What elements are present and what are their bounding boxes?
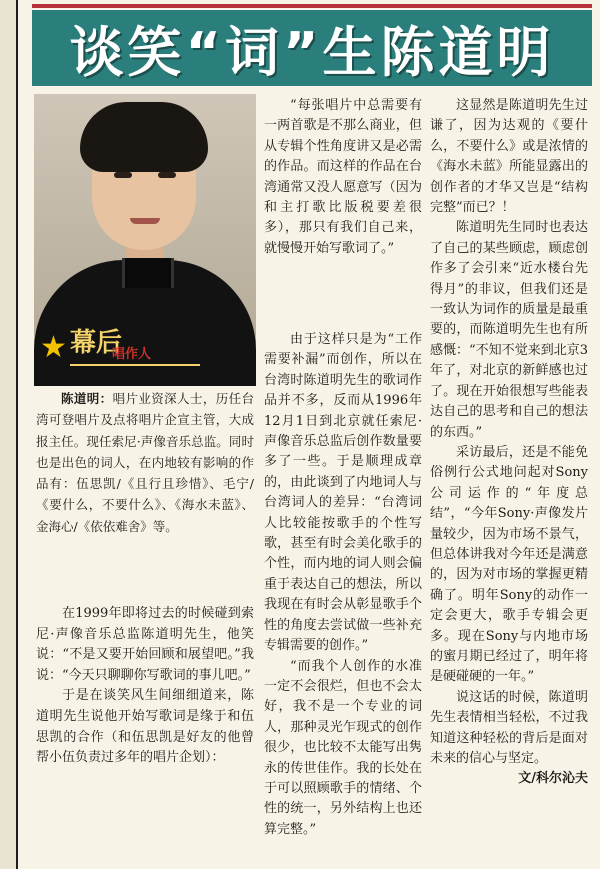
photo-hair <box>80 102 208 172</box>
paragraph: 于是在谈笑风生间细细道来，陈道明先生说他开始写歌词是缘于和伍思凯的合作（和伍思凯是好友的他曾帮小伍负责过多年的唱片企划）： <box>36 688 254 766</box>
column-1-body <box>36 604 254 769</box>
column-2-body <box>264 330 422 840</box>
paragraph: 说这话的时候，陈道明先生表情相当轻松，不过我知道这种轻松的背后是面对未来的信心与坚定。 <box>430 689 588 766</box>
bio-text: 唱片业资深人士，历任台湾可登唱片及点将唱片企宣主管，大成报主任。现任索尼·声像音乐总监。同时也是出色的词人，在内地较有影响的作品有：伍思凯/《且行且珍惜》、毛宁/《要什么，不要什么》、《海水未蓝》、金海心/《依依难舍》等。 <box>36 391 254 534</box>
author: 文/科尔沁夫 <box>518 771 588 787</box>
headline: 谈笑“词”生陈道明 <box>69 20 555 84</box>
photo-eye <box>158 172 176 178</box>
headline-banner <box>32 10 592 86</box>
bio-name: 陈道明： <box>61 391 113 406</box>
paragraph: 这显然是陈道明先生过谦了，因为达观的《要什么，不要什么》或是浓情的《海水未蓝》所能显露出的创作者的才华又岂是“结构完整”而已？！ <box>430 98 588 216</box>
photo-eye <box>114 172 132 178</box>
paragraph: “而我个人创作的水准一定不会很烂，但也不会太好，我不是一个专业的词人，那种灵光乍现式的创作很少，也比较不太能写出隽永的传世佳作。我的长处在于可以照顾歌手的情绪、个性的统一，另外结构上也还算完整。” <box>264 658 422 837</box>
caption-underline <box>70 364 200 366</box>
paragraph: 在1999年即将过去的时候碰到索尼·声像音乐总监陈道明先生，他笑说：“不是又要开始回顾和展望吧。”我说：“今天只聊聊你写歌词的事儿吧。” <box>36 606 254 683</box>
star-icon: ★ <box>40 330 67 365</box>
top-red-border <box>32 4 592 8</box>
caption-behind-scenes: 幕后 <box>70 328 123 358</box>
photo-mouth <box>130 218 160 224</box>
caption-singer-songwriter: 唱作人 <box>112 347 152 362</box>
left-margin-rule <box>0 0 18 869</box>
byline <box>430 769 588 789</box>
paragraph: 采访最后，还是不能免俗例行公式地问起对Sony公司运作的“年度总结”，“今年Sony·声像发片量较少，因为市场不景气，但总体讲我对今年还是满意的，因为对市场的掌握更精确了。明年Sony的动作一定会更大，歌手专辑会更多。现在Sony与内地市场的蜜月期已经过了，明年将是硬碰硬的一年。” <box>430 444 588 685</box>
paragraph: “每张唱片中总需要有一两首歌是不那么商业，但从专辑个性角度讲又是必需的作品。而这样的作品在台湾通常又没人愿意写（因为和主打歌比版税要差很多），那只有我们自己来，就慢慢开始写歌词了。” <box>264 98 422 256</box>
photo-collar <box>122 258 174 288</box>
column-2-quote <box>264 96 422 259</box>
paragraph: 陈道明先生同时也表达了自己的某些顾虑，顾虑创作多了会引来“近水楼台先得月”的非议，但我们还是一致认为词作的质量是最重要的，而陈道明先生也有所感慨：“不知不觉来到北京3年了，对北京的新鲜感也过了。现在开始很想写些能表达自己的思考和自己的想法的东西。” <box>430 220 588 440</box>
bio-box <box>36 388 254 537</box>
column-3-body <box>430 96 588 790</box>
paragraph: 由于这样只是为“工作需要补漏”而创作，所以在台湾时陈道明先生的歌词作品并不多，反而从1996年12月1日到北京就任索尼·声像音乐总监后创作数量要多了一些。于是顺理成章的，由此谈到了内地词人与台湾词人的差异：“台湾词人比较能按歌手的个性写歌，甚至有时会美化歌手的个性，而内地的词人则会偏重于表达自己的想法，所以我现在有时会从彰显歌手个性的角度去尝试做一些补充专辑需要的创作。” <box>264 332 422 654</box>
portrait-photo <box>34 94 256 386</box>
